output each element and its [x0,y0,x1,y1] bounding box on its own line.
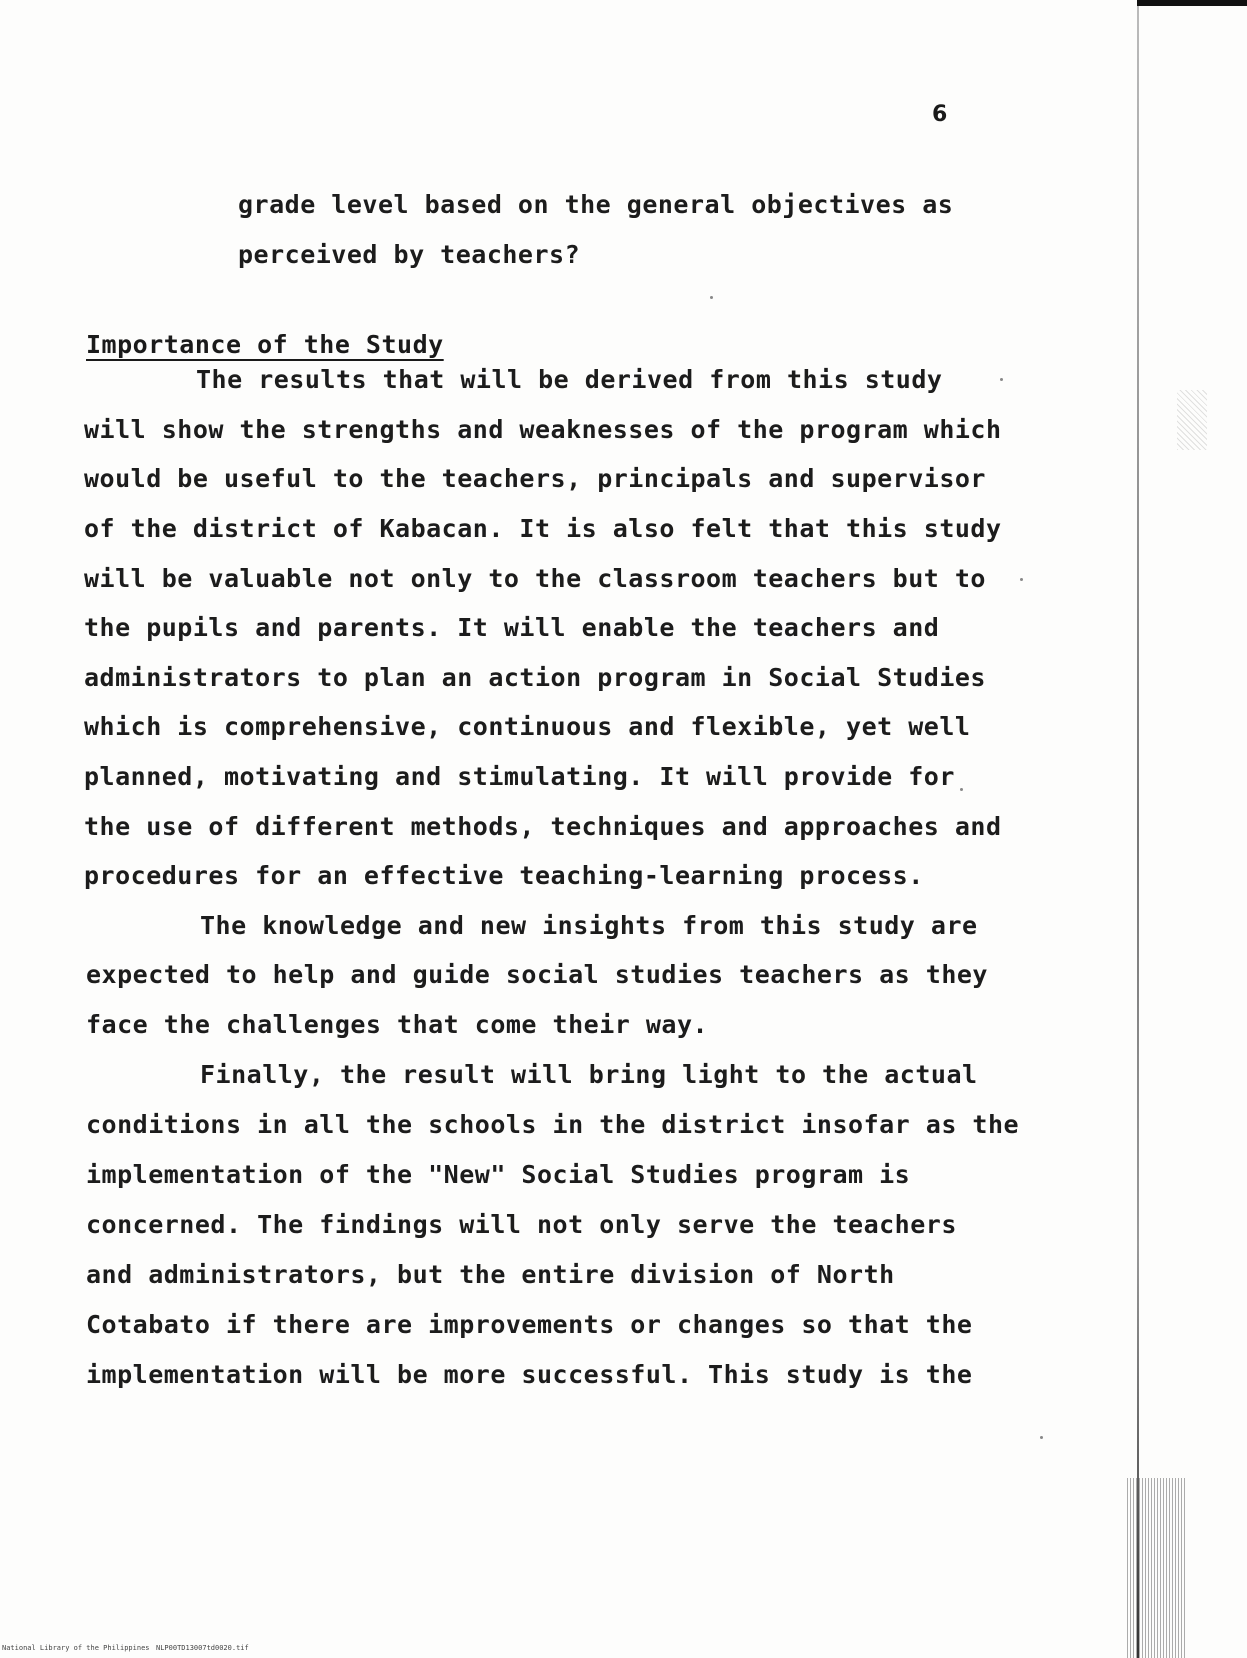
body-line: would be useful to the teachers, principals and supervisor [84,464,986,493]
body-line: expected to help and guide social studies teachers as they [86,960,988,989]
body-line: implementation of the "New" Social Studies program is [86,1160,911,1189]
body-line: The knowledge and new insights from this study are [200,911,978,940]
edge-top-bar [1137,0,1247,6]
scanned-page-edge [1137,0,1247,1658]
body-line: will show the strengths and weaknesses of the program which [84,415,1002,444]
body-line: Cotabato if there are improvements or changes so that the [86,1310,973,1339]
body-line: The results that will be derived from this study [196,365,943,394]
body-line: and administrators, but the entire division of North [86,1260,895,1289]
body-line: concerned. The findings will not only serve the teachers [86,1210,957,1239]
body-line: face the challenges that come their way. [86,1010,709,1039]
continuation-line: grade level based on the general objectives as [238,190,954,219]
body-line: which is comprehensive, continuous and flexible, yet well [84,712,971,741]
body-line: implementation will be more successful. This study is the [86,1360,973,1389]
body-line: conditions in all the schools in the district insofar as the [86,1110,1020,1139]
body-line: planned, motivating and stimulating. It will provide for [84,762,955,791]
edge-bottom-shading [1127,1478,1187,1658]
body-line: the pupils and parents. It will enable the teachers and [84,613,940,642]
section-heading: Importance of the Study [86,330,444,359]
body-line: will be valuable not only to the classroom teachers but to [84,564,986,593]
scan-speck [1020,578,1023,581]
scan-speck [710,296,713,299]
footer-library-credit: National Library of the Philippines [2,1644,150,1652]
scan-speck [960,788,963,791]
scan-speck [1000,378,1003,381]
footer-file-code: NLP00TD13007td0020.tif [156,1644,249,1652]
body-line: Finally, the result will bring light to the actual [200,1060,978,1089]
continuation-line: perceived by teachers? [238,240,581,269]
edge-speckle [1177,390,1207,450]
body-line: administrators to plan an action program in Social Studies [84,663,986,692]
scan-speck [1040,1436,1043,1439]
page-number: 6 [932,102,948,127]
body-line: the use of different methods, techniques and approaches and [84,812,1002,841]
body-line: procedures for an effective teaching-learning process. [84,861,924,890]
body-line: of the district of Kabacan. It is also felt that this study [84,514,1002,543]
edge-binding-line [1137,6,1139,1658]
